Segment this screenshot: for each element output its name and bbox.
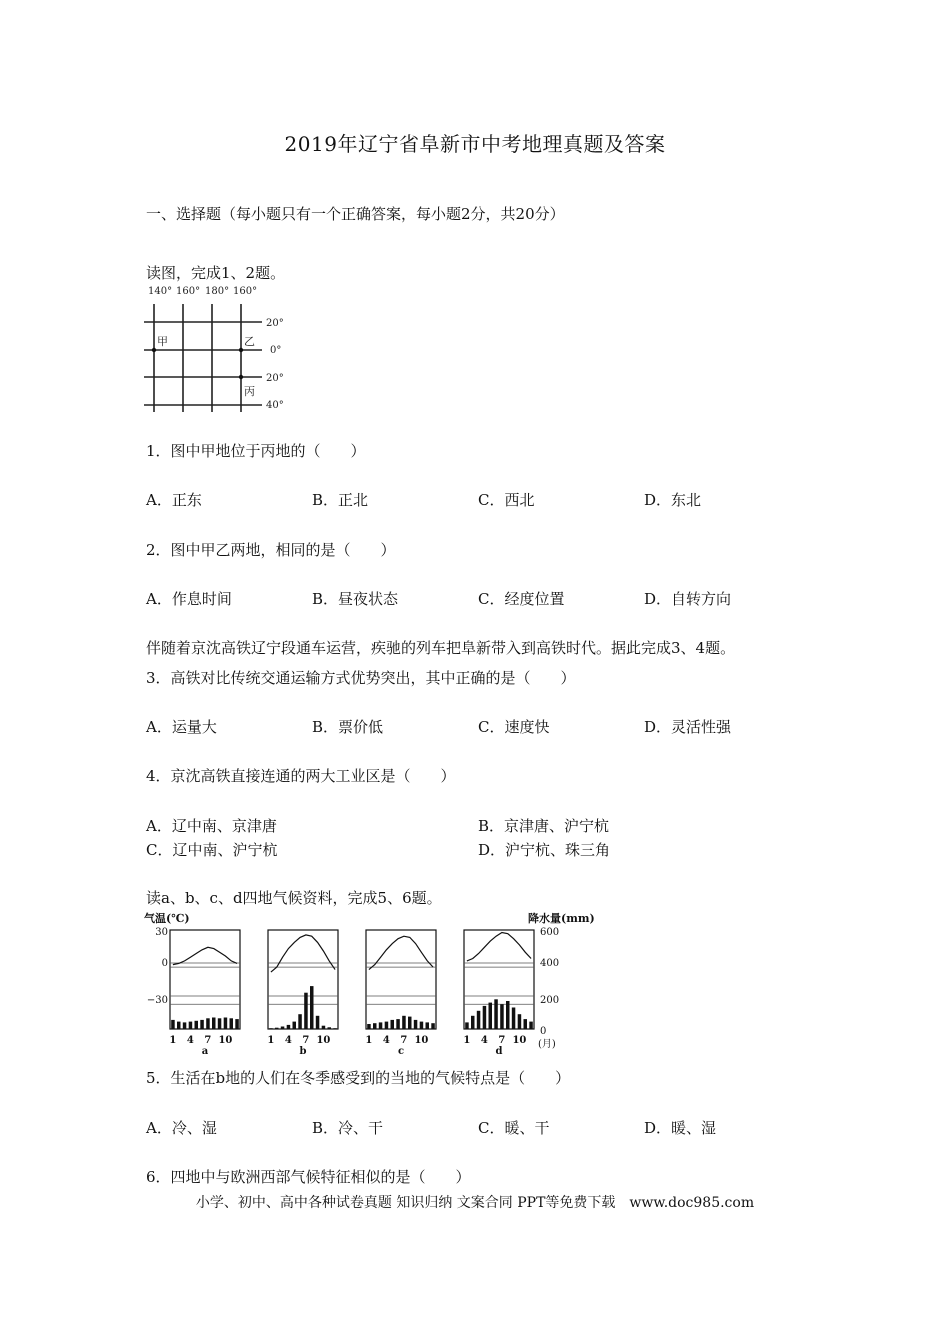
precip-bar-c	[385, 1022, 389, 1029]
panel-frame-c	[366, 930, 436, 1029]
q4-option-b[interactable]: B．京津唐、沪宁杭	[478, 817, 610, 835]
temp-tick-label: 30	[155, 927, 168, 938]
q4-option-a[interactable]: A．辽中南、京津唐	[146, 817, 277, 835]
lon-label: 160°	[233, 286, 258, 297]
month-tick-label: 10	[512, 1035, 527, 1046]
precip-bar-b	[322, 1026, 326, 1029]
q1-option-a[interactable]: A．正东	[146, 491, 202, 509]
precip-bar-c	[402, 1016, 406, 1029]
precip-bar-a	[235, 1019, 239, 1029]
precip-tick-label: 400	[540, 958, 560, 969]
month-tick-label: 10	[218, 1035, 233, 1046]
precip-bar-a	[212, 1018, 216, 1030]
lon-label: 160°	[176, 286, 201, 297]
lat-lon-grid-map	[140, 280, 300, 416]
q4-option-c[interactable]: C．辽中南、沪宁杭	[146, 841, 278, 859]
q1-option-b[interactable]: B．正北	[312, 491, 369, 509]
month-tick-label: 4	[284, 1035, 292, 1046]
precip-bar-c	[426, 1022, 430, 1029]
precip-bar-c	[367, 1024, 371, 1029]
panel-label-d: d	[495, 1046, 503, 1056]
q5-option-a[interactable]: A．冷、湿	[146, 1119, 217, 1137]
temp-axis-label: 气温(℃)	[144, 912, 190, 925]
lat-label: 20°	[266, 318, 284, 329]
intro-q3-4: 伴随着京沈高铁辽宁段通车运营，疾驰的列车把阜新带入到高铁时代。据此完成3、4题。	[146, 639, 736, 657]
precip-bar-b	[298, 1014, 302, 1029]
section-heading: 一、选择题（每小题只有一个正确答案，每小题2分，共20分）	[146, 205, 565, 223]
precip-bar-c	[391, 1020, 395, 1029]
precip-bar-c	[379, 1022, 383, 1029]
intro-q5-6: 读a、b、c、d四地气候资料，完成5、6题。	[146, 889, 442, 907]
precip-bar-d	[500, 1004, 504, 1029]
precip-bar-a	[177, 1022, 181, 1029]
point-label-jia: 甲	[157, 335, 168, 348]
panel-label-b: b	[299, 1046, 307, 1056]
point-label-bing: 丙	[244, 385, 255, 398]
month-tick-label: 4	[382, 1035, 390, 1046]
climate-charts	[140, 906, 600, 1056]
precip-axis-label: 降水量(mm)	[528, 912, 595, 925]
page-footer: 小学、初中、高中各种试卷真题 知识归纳 文案合同 PPT等免费下载 www.doc985.com	[195, 1195, 755, 1211]
month-tick-label: 4	[480, 1035, 488, 1046]
temp-curve-d	[467, 933, 531, 961]
q3-option-b[interactable]: B．票价低	[312, 718, 384, 736]
point-bing	[239, 375, 243, 379]
q1-option-c[interactable]: C．西北	[478, 491, 535, 509]
precip-tick-label: 0	[540, 1026, 547, 1037]
precip-bar-a	[189, 1022, 193, 1029]
precip-bar-b	[328, 1027, 332, 1029]
precip-bar-d	[518, 1014, 522, 1029]
precip-bar-c	[396, 1019, 400, 1029]
panel-frame-a	[170, 930, 240, 1029]
question-5: 5．生活在b地的人们在冬季感受到的当地的气候特点是（ ）	[146, 1069, 571, 1087]
precip-bar-a	[224, 1018, 228, 1030]
precip-bar-d	[494, 999, 498, 1029]
q3-option-a[interactable]: A．运量大	[146, 718, 217, 736]
panel-frame-b	[268, 930, 338, 1029]
q5-option-d[interactable]: D．暖、湿	[644, 1119, 717, 1137]
question-4: 4．京沈高铁直接连通的两大工业区是（ ）	[146, 767, 456, 785]
question-2: 2．图中甲乙两地，相同的是（ ）	[146, 541, 396, 559]
precip-bar-a	[218, 1018, 222, 1029]
precip-bar-a	[230, 1018, 234, 1029]
temp-tick-label: −30	[146, 995, 168, 1006]
point-jia	[152, 348, 156, 352]
lon-label: 180°	[205, 286, 230, 297]
precip-bar-d	[512, 1008, 516, 1030]
point-yi	[239, 348, 243, 352]
temp-curve-c	[369, 936, 433, 969]
precip-bar-c	[420, 1022, 424, 1029]
precip-bar-a	[195, 1021, 199, 1029]
q2-option-b[interactable]: B．昼夜状态	[312, 590, 399, 608]
q4-option-d[interactable]: D．沪宁杭、珠三角	[478, 841, 611, 859]
month-tick-label: 4	[186, 1035, 194, 1046]
precip-bar-b	[293, 1022, 297, 1029]
precip-tick-label: 600	[540, 927, 560, 938]
precip-bar-d	[471, 1016, 475, 1029]
temp-curve-b	[271, 935, 335, 972]
precip-bar-d	[483, 1006, 487, 1029]
precip-bar-b	[333, 1028, 337, 1029]
precip-bar-a	[200, 1020, 204, 1029]
precip-bar-d	[529, 1022, 533, 1029]
precip-tick-label: 200	[540, 995, 560, 1006]
point-label-yi: 乙	[244, 335, 255, 348]
precip-bar-b	[275, 1028, 279, 1029]
lat-label: 20°	[266, 373, 284, 384]
precip-bar-d	[524, 1019, 528, 1029]
precip-bar-b	[281, 1027, 285, 1030]
precip-bar-c	[431, 1023, 435, 1029]
page-title: 2019年辽宁省阜新市中考地理真题及答案	[284, 132, 666, 156]
month-tick-label: 1	[463, 1035, 471, 1046]
precip-bar-c	[414, 1020, 418, 1029]
q3-option-d[interactable]: D．灵活性强	[644, 718, 732, 736]
precip-bar-b	[287, 1025, 291, 1029]
temp-tick-label: 0	[161, 958, 168, 969]
q1-option-d[interactable]: D．东北	[644, 491, 702, 509]
month-unit-label: (月)	[538, 1039, 556, 1050]
q3-option-c[interactable]: C．速度快	[478, 718, 550, 736]
q5-option-b[interactable]: B．冷、干	[312, 1119, 384, 1137]
lat-label: 0°	[270, 345, 282, 356]
q2-option-c[interactable]: C．经度位置	[478, 590, 565, 608]
panel-label-a: a	[201, 1046, 209, 1056]
question-6: 6．四地中与欧洲西部气候特征相似的是（ ）	[146, 1168, 471, 1186]
precip-bar-c	[373, 1023, 377, 1029]
precip-bar-b	[310, 986, 314, 1029]
precip-bar-b	[304, 993, 308, 1029]
month-tick-label: 7	[204, 1035, 212, 1046]
precip-bar-b	[269, 1028, 273, 1029]
month-tick-label: 7	[498, 1035, 506, 1046]
precip-bar-d	[506, 1001, 510, 1029]
month-tick-label: 7	[400, 1035, 408, 1046]
month-tick-label: 1	[365, 1035, 373, 1046]
month-tick-label: 10	[414, 1035, 429, 1046]
precip-bar-a	[183, 1022, 187, 1029]
precip-bar-d	[489, 1003, 493, 1029]
panel-label-c: c	[397, 1046, 405, 1056]
q2-option-a[interactable]: A．作息时间	[146, 590, 232, 608]
month-tick-label: 1	[169, 1035, 177, 1046]
precip-bar-b	[316, 1016, 320, 1029]
month-tick-label: 7	[302, 1035, 310, 1046]
lon-label: 140°	[148, 286, 173, 297]
temp-curve-a	[173, 947, 237, 964]
precip-bar-a	[206, 1018, 210, 1029]
precip-bar-c	[408, 1017, 412, 1029]
q2-option-d[interactable]: D．自转方向	[644, 590, 732, 608]
precip-bar-a	[171, 1020, 175, 1029]
question-1: 1．图中甲地位于丙地的（ ）	[146, 442, 366, 460]
precip-bar-d	[465, 1022, 469, 1029]
question-3: 3．高铁对比传统交通运输方式优势突出，其中正确的是（ ）	[146, 669, 576, 687]
panel-frame-d	[464, 930, 534, 1029]
precip-bar-d	[477, 1011, 481, 1029]
q5-option-c[interactable]: C．暖、干	[478, 1119, 550, 1137]
month-tick-label: 10	[316, 1035, 331, 1046]
month-tick-label: 1	[267, 1035, 275, 1046]
lat-label: 40°	[266, 400, 284, 411]
intro-q1-2: 读图，完成1、2题。	[146, 264, 286, 282]
